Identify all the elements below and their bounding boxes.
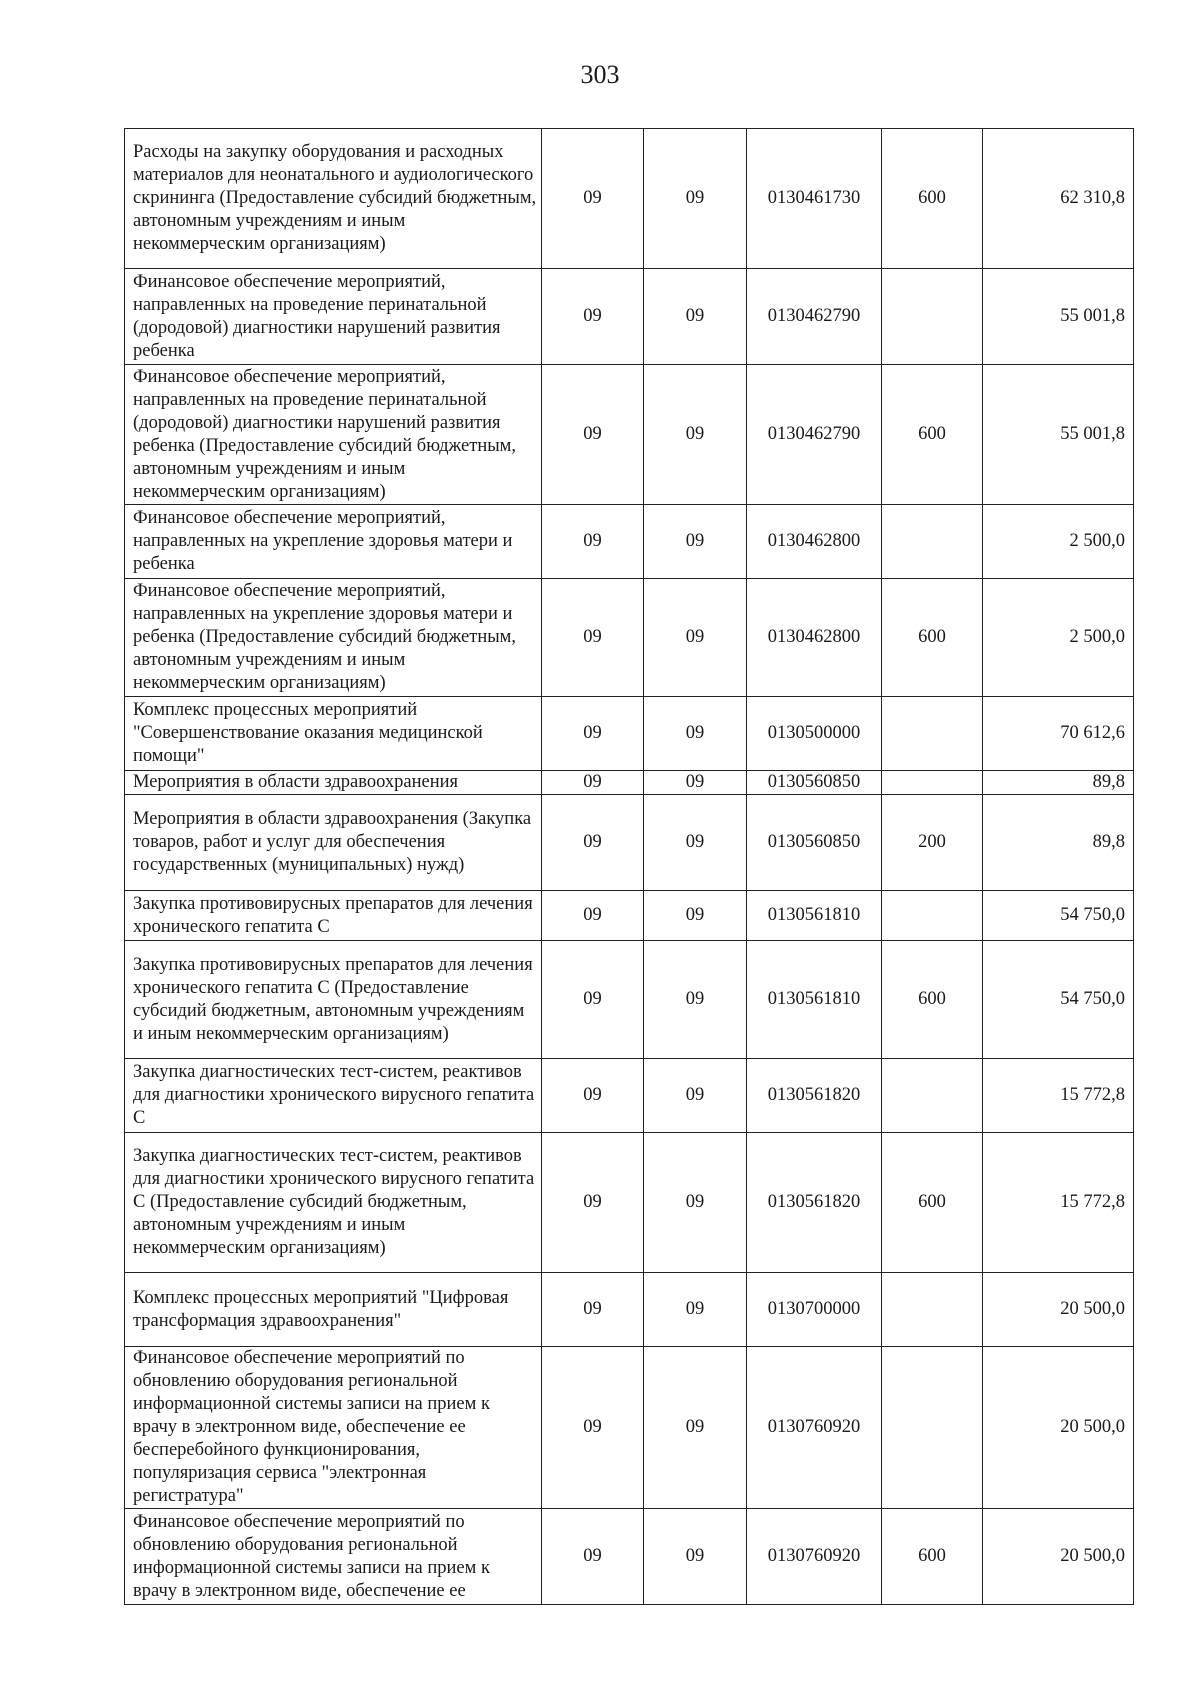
- row-section-code: 09: [542, 1059, 644, 1133]
- row-subsection-code: 09: [644, 1509, 747, 1605]
- row-expense-type-code: [882, 891, 983, 941]
- table-row: [125, 1059, 1134, 1133]
- row-amount: 20 500,0: [983, 1347, 1134, 1509]
- table-row: [125, 891, 1134, 941]
- row-expense-type-code: [882, 1347, 983, 1509]
- row-amount: 2 500,0: [983, 579, 1134, 697]
- row-amount: 89,8: [983, 771, 1134, 795]
- row-description: Комплекс процессных мероприятий "Цифровая трансформация здравоохранения": [125, 1273, 542, 1347]
- row-expense-type-code: [882, 1059, 983, 1133]
- row-target-article-code: 0130700000: [747, 1273, 882, 1347]
- row-amount: 20 500,0: [983, 1509, 1134, 1605]
- row-section-code: 09: [542, 891, 644, 941]
- row-target-article-code: 0130760920: [747, 1347, 882, 1509]
- row-description: Финансовое обеспечение мероприятий, направленных на укрепление здоровья матери и ребенка (Предоставление субсидий бюджетным, автономным учреждениям и иным некоммерческим организациям): [125, 579, 542, 697]
- table-row: [125, 269, 1134, 365]
- row-target-article-code: 0130561820: [747, 1059, 882, 1133]
- table-row: [125, 129, 1134, 269]
- row-amount: 55 001,8: [983, 365, 1134, 505]
- row-target-article-code: 0130462790: [747, 269, 882, 365]
- table-row: [125, 1273, 1134, 1347]
- row-subsection-code: 09: [644, 365, 747, 505]
- row-amount: 54 750,0: [983, 941, 1134, 1059]
- row-section-code: 09: [542, 1133, 644, 1273]
- table-row: [125, 1133, 1134, 1273]
- row-description: Финансовое обеспечение мероприятий, направленных на укрепление здоровья матери и ребенка: [125, 505, 542, 579]
- row-target-article-code: 0130560850: [747, 771, 882, 795]
- row-expense-type-code: 600: [882, 365, 983, 505]
- row-section-code: 09: [542, 771, 644, 795]
- row-subsection-code: 09: [644, 1133, 747, 1273]
- row-subsection-code: 09: [644, 1059, 747, 1133]
- row-subsection-code: 09: [644, 891, 747, 941]
- row-section-code: 09: [542, 697, 644, 771]
- row-expense-type-code: 600: [882, 1509, 983, 1605]
- budget-table: [124, 128, 1134, 1605]
- row-description: Мероприятия в области здравоохранения: [125, 771, 542, 795]
- row-section-code: 09: [542, 579, 644, 697]
- row-amount: 55 001,8: [983, 269, 1134, 365]
- row-description: Закупка диагностических тест-систем, реактивов для диагностики хронического вирусного гепатита С (Предоставление субсидий бюджетным, автономным учреждениям и иным некоммерческим организациям): [125, 1133, 542, 1273]
- row-section-code: 09: [542, 1347, 644, 1509]
- row-expense-type-code: 600: [882, 941, 983, 1059]
- row-target-article-code: 0130462800: [747, 505, 882, 579]
- row-amount: 20 500,0: [983, 1273, 1134, 1347]
- row-description: Мероприятия в области здравоохранения (Закупка товаров, работ и услуг для обеспечения государственных (муниципальных) нужд): [125, 795, 542, 891]
- row-expense-type-code: 600: [882, 129, 983, 269]
- row-description: Расходы на закупку оборудования и расходных материалов для неонатального и аудиологического скрининга (Предоставление субсидий бюджетным, автономным учреждениям и иным некоммерческим организациям): [125, 129, 542, 269]
- row-target-article-code: 0130561810: [747, 941, 882, 1059]
- row-subsection-code: 09: [644, 771, 747, 795]
- row-amount: 54 750,0: [983, 891, 1134, 941]
- row-target-article-code: 0130560850: [747, 795, 882, 891]
- row-amount: 15 772,8: [983, 1133, 1134, 1273]
- row-target-article-code: 0130760920: [747, 1509, 882, 1605]
- row-expense-type-code: 600: [882, 579, 983, 697]
- row-amount: 89,8: [983, 795, 1134, 891]
- table-row: [125, 1347, 1134, 1509]
- table-row: [125, 505, 1134, 579]
- row-amount: 15 772,8: [983, 1059, 1134, 1133]
- row-description: Финансовое обеспечение мероприятий по обновлению оборудования региональной информационной системы записи на прием к врачу в электронном виде, обеспечение ее: [125, 1509, 542, 1605]
- row-description: Закупка диагностических тест-систем, реактивов для диагностики хронического вирусного гепатита С: [125, 1059, 542, 1133]
- row-expense-type-code: [882, 269, 983, 365]
- row-expense-type-code: 600: [882, 1133, 983, 1273]
- row-description: Финансовое обеспечение мероприятий по обновлению оборудования региональной информационной системы записи на прием к врачу в электронном виде, обеспечение ее бесперебойного функционирования, популяризация сервиса "электронная регистратура": [125, 1347, 542, 1509]
- row-subsection-code: 09: [644, 269, 747, 365]
- row-section-code: 09: [542, 505, 644, 579]
- row-subsection-code: 09: [644, 795, 747, 891]
- row-target-article-code: 0130561810: [747, 891, 882, 941]
- row-subsection-code: 09: [644, 129, 747, 269]
- row-target-article-code: 0130462790: [747, 365, 882, 505]
- row-subsection-code: 09: [644, 1347, 747, 1509]
- table-row: [125, 697, 1134, 771]
- row-expense-type-code: [882, 771, 983, 795]
- row-expense-type-code: [882, 1273, 983, 1347]
- table-row: [125, 771, 1134, 795]
- row-target-article-code: 0130462800: [747, 579, 882, 697]
- row-section-code: 09: [542, 795, 644, 891]
- row-subsection-code: 09: [644, 941, 747, 1059]
- row-description: Финансовое обеспечение мероприятий, направленных на проведение перинатальной (дородовой) диагностики нарушений развития ребенка (Предоставление субсидий бюджетным, автономным учреждениям и иным некоммерческим организациям): [125, 365, 542, 505]
- row-section-code: 09: [542, 1273, 644, 1347]
- row-target-article-code: 0130461730: [747, 129, 882, 269]
- row-description: Закупка противовирусных препаратов для лечения хронического гепатита С: [125, 891, 542, 941]
- row-amount: 2 500,0: [983, 505, 1134, 579]
- row-description: Комплекс процессных мероприятий "Совершенствование оказания медицинской помощи": [125, 697, 542, 771]
- table-row: [125, 795, 1134, 891]
- row-section-code: 09: [542, 1509, 644, 1605]
- row-expense-type-code: 200: [882, 795, 983, 891]
- row-subsection-code: 09: [644, 697, 747, 771]
- row-expense-type-code: [882, 697, 983, 771]
- row-amount: 62 310,8: [983, 129, 1134, 269]
- table-row: [125, 579, 1134, 697]
- row-target-article-code: 0130500000: [747, 697, 882, 771]
- row-target-article-code: 0130561820: [747, 1133, 882, 1273]
- table-row: [125, 365, 1134, 505]
- row-expense-type-code: [882, 505, 983, 579]
- row-section-code: 09: [542, 365, 644, 505]
- row-section-code: 09: [542, 269, 644, 365]
- row-section-code: 09: [542, 941, 644, 1059]
- row-section-code: 09: [542, 129, 644, 269]
- table-row: [125, 941, 1134, 1059]
- row-subsection-code: 09: [644, 579, 747, 697]
- row-subsection-code: 09: [644, 1273, 747, 1347]
- row-description: Финансовое обеспечение мероприятий, направленных на проведение перинатальной (дородовой) диагностики нарушений развития ребенка: [125, 269, 542, 365]
- row-subsection-code: 09: [644, 505, 747, 579]
- row-description: Закупка противовирусных препаратов для лечения хронического гепатита С (Предоставление субсидий бюджетным, автономным учреждениям и иным некоммерческим организациям): [125, 941, 542, 1059]
- row-amount: 70 612,6: [983, 697, 1134, 771]
- table-row: [125, 1509, 1134, 1605]
- page-number: 303: [580, 60, 620, 89]
